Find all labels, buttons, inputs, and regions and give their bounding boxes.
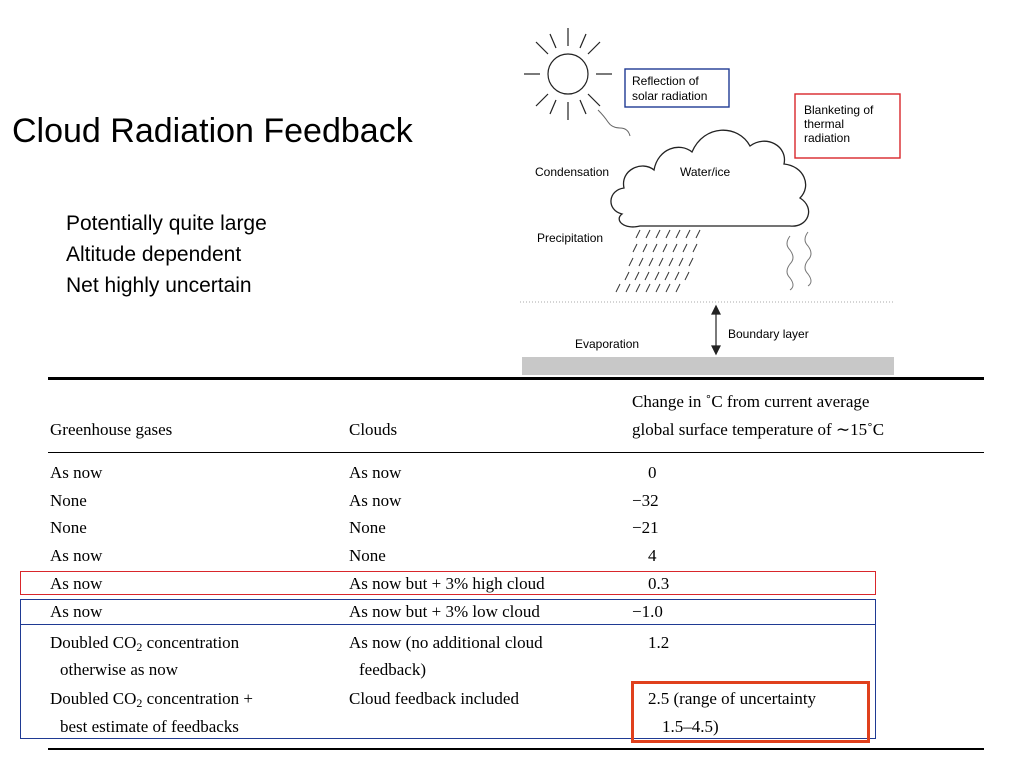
slide-title: Cloud Radiation Feedback: [12, 112, 413, 150]
table-row-clouds: As now but + 3% high cloud: [349, 574, 545, 593]
table-row-change: 4: [648, 546, 657, 565]
water-ice-label: Water/ice: [680, 165, 731, 179]
table-row-clouds: As now (no additional cloud: [349, 633, 543, 652]
table-bottom-rule: [48, 748, 984, 750]
table-row-change-line2: 1.5–4.5): [662, 717, 719, 736]
table-row-clouds: As now but + 3% low cloud: [349, 602, 540, 621]
reflection-label-line1: Reflection of: [632, 74, 699, 88]
header-change-line2: global surface temperature of ∼15˚C: [632, 420, 885, 439]
header-change-line1: Change in ˚C from current average: [632, 392, 870, 411]
blanketing-label-line2: thermal: [804, 117, 845, 131]
table-row-change: 0.3: [648, 574, 670, 593]
table-row-change: −1.0: [632, 602, 663, 621]
table-row-gh-line2: otherwise as now: [60, 660, 179, 679]
table-row-clouds: As now: [349, 463, 402, 482]
table-row-gh: As now: [50, 574, 103, 593]
header-greenhouse: Greenhouse gases: [50, 420, 173, 439]
table-top-rule: [48, 377, 984, 380]
header-rule: [48, 452, 984, 453]
table-row-change: 1.2: [648, 633, 670, 652]
table-row-change: −32: [632, 491, 659, 510]
reflection-label-line2: solar radiation: [632, 89, 708, 103]
table-row-gh: As now: [50, 463, 103, 482]
evaporation-label: Evaporation: [575, 337, 640, 351]
table-row-gh: None: [50, 518, 87, 537]
table-row-change: −21: [632, 518, 659, 537]
table-row-gh: None: [50, 491, 87, 510]
blanketing-label-line1: Blanketing of: [804, 103, 874, 117]
table-row-clouds-line2: feedback): [359, 660, 427, 679]
bullet-item: Altitude dependent: [66, 243, 242, 266]
table-row-clouds: None: [349, 518, 386, 537]
condensation-label: Condensation: [535, 165, 610, 179]
table-row-gh-line2: best estimate of feedbacks: [60, 717, 239, 736]
table-row-clouds: Cloud feedback included: [349, 689, 519, 708]
table-row-gh: As now: [50, 602, 103, 621]
bullet-item: Net highly uncertain: [66, 274, 252, 297]
boundary-layer-label: Boundary layer: [728, 327, 809, 341]
bullet-item: Potentially quite large: [66, 212, 267, 235]
blanketing-label-line3: radiation: [804, 131, 851, 145]
table-row-gh: As now: [50, 546, 103, 565]
table-row-clouds: As now: [349, 491, 402, 510]
header-clouds: Clouds: [349, 420, 398, 439]
table-row-gh: Doubled $CO_2$ concentration: [50, 633, 240, 654]
table-row-change: 0: [648, 463, 657, 482]
precipitation-label: Precipitation: [537, 231, 604, 245]
table-row-change: 2.5 (range of uncertainty: [648, 689, 817, 708]
table-row-clouds: None: [349, 546, 386, 565]
low-cloud-row-divider: [21, 624, 875, 625]
table-row-gh: Doubled $CO_2$ concentration +: [50, 689, 254, 710]
